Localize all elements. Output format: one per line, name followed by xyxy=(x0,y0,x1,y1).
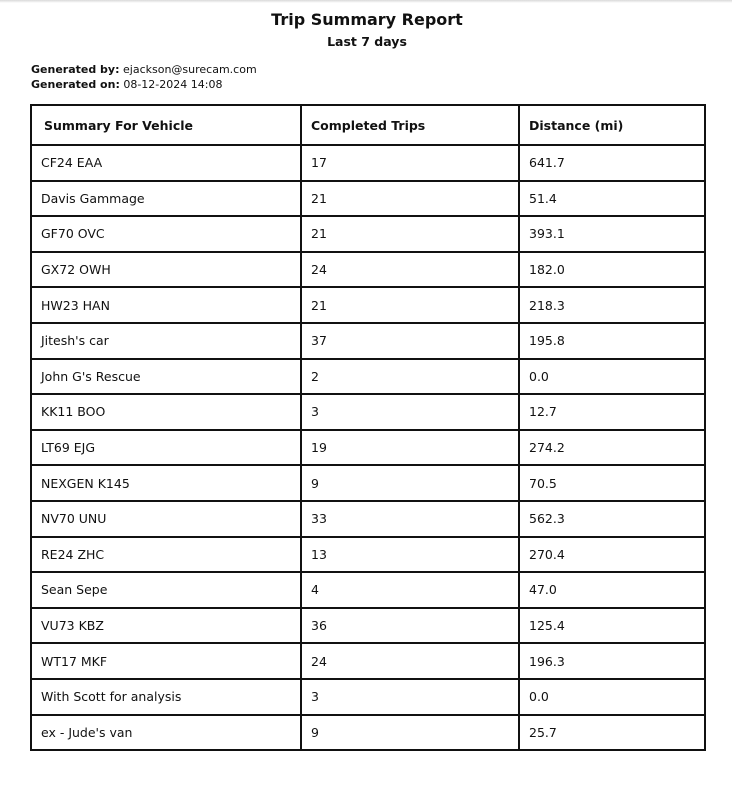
page-top-edge xyxy=(0,0,732,3)
completed-trips-cell: 9 xyxy=(301,465,519,501)
vehicle-cell: LT69 EJG xyxy=(31,430,301,466)
generated-on-line xyxy=(31,78,222,92)
table-row xyxy=(31,287,705,323)
vehicle-cell: With Scott for analysis xyxy=(31,679,301,715)
vehicle-cell: GX72 OWH xyxy=(31,252,301,288)
table-row xyxy=(31,572,705,608)
completed-trips-cell: 3 xyxy=(301,679,519,715)
table-row xyxy=(31,323,705,359)
generated-on-value: 08-12-2024 14:08 xyxy=(123,78,223,91)
distance-cell: 12.7 xyxy=(519,394,705,430)
distance-cell: 182.0 xyxy=(519,252,705,288)
table-row xyxy=(31,537,705,573)
completed-trips-cell: 21 xyxy=(301,216,519,252)
vehicle-cell: Jitesh's car xyxy=(31,323,301,359)
distance-cell: 562.3 xyxy=(519,501,705,537)
completed-trips-cell: 36 xyxy=(301,608,519,644)
table-row xyxy=(31,394,705,430)
table-row xyxy=(31,501,705,537)
vehicle-cell: VU73 KBZ xyxy=(31,608,301,644)
completed-trips-cell: 13 xyxy=(301,537,519,573)
vehicle-cell: ex - Jude's van xyxy=(31,715,301,751)
table-body xyxy=(31,145,705,750)
completed-trips-cell: 9 xyxy=(301,715,519,751)
table-row xyxy=(31,715,705,751)
table-row xyxy=(31,608,705,644)
distance-cell: 270.4 xyxy=(519,537,705,573)
table-row xyxy=(31,643,705,679)
header-completed-trips: Completed Trips xyxy=(301,105,519,145)
table-row xyxy=(31,679,705,715)
table-row xyxy=(31,216,705,252)
distance-cell: 25.7 xyxy=(519,715,705,751)
completed-trips-cell: 17 xyxy=(301,145,519,181)
distance-cell: 195.8 xyxy=(519,323,705,359)
trip-summary-table xyxy=(30,104,706,751)
distance-cell: 125.4 xyxy=(519,608,705,644)
completed-trips-cell: 19 xyxy=(301,430,519,466)
completed-trips-cell: 24 xyxy=(301,252,519,288)
completed-trips-cell: 37 xyxy=(301,323,519,359)
generated-by-line xyxy=(31,63,257,77)
vehicle-cell: HW23 HAN xyxy=(31,287,301,323)
vehicle-cell: NEXGEN K145 xyxy=(31,465,301,501)
generated-on-label: Generated on: xyxy=(31,78,120,91)
distance-cell: 196.3 xyxy=(519,643,705,679)
completed-trips-cell: 33 xyxy=(301,501,519,537)
vehicle-cell: Sean Sepe xyxy=(31,572,301,608)
distance-cell: 218.3 xyxy=(519,287,705,323)
table-row xyxy=(31,465,705,501)
distance-cell: 393.1 xyxy=(519,216,705,252)
distance-cell: 51.4 xyxy=(519,181,705,217)
distance-cell: 47.0 xyxy=(519,572,705,608)
completed-trips-cell: 2 xyxy=(301,359,519,395)
completed-trips-cell: 3 xyxy=(301,394,519,430)
table-row xyxy=(31,252,705,288)
vehicle-cell: GF70 OVC xyxy=(31,216,301,252)
distance-cell: 641.7 xyxy=(519,145,705,181)
distance-cell: 0.0 xyxy=(519,679,705,715)
header-vehicle: Summary For Vehicle xyxy=(31,105,301,145)
generated-by-value: ejackson@surecam.com xyxy=(123,63,257,76)
distance-cell: 274.2 xyxy=(519,430,705,466)
completed-trips-cell: 21 xyxy=(301,287,519,323)
vehicle-cell: KK11 BOO xyxy=(31,394,301,430)
header-distance: Distance (mi) xyxy=(519,105,705,145)
vehicle-cell: NV70 UNU xyxy=(31,501,301,537)
report-title: Trip Summary Report xyxy=(271,10,463,29)
distance-cell: 0.0 xyxy=(519,359,705,395)
table-row xyxy=(31,145,705,181)
table-row xyxy=(31,181,705,217)
completed-trips-cell: 4 xyxy=(301,572,519,608)
distance-cell: 70.5 xyxy=(519,465,705,501)
vehicle-cell: WT17 MKF xyxy=(31,643,301,679)
generated-by-label: Generated by: xyxy=(31,63,120,76)
table-header-row xyxy=(31,105,705,145)
vehicle-cell: John G's Rescue xyxy=(31,359,301,395)
vehicle-cell: Davis Gammage xyxy=(31,181,301,217)
vehicle-cell: CF24 EAA xyxy=(31,145,301,181)
table-row xyxy=(31,359,705,395)
report-subtitle: Last 7 days xyxy=(327,34,407,49)
vehicle-cell: RE24 ZHC xyxy=(31,537,301,573)
completed-trips-cell: 24 xyxy=(301,643,519,679)
table-row xyxy=(31,430,705,466)
completed-trips-cell: 21 xyxy=(301,181,519,217)
